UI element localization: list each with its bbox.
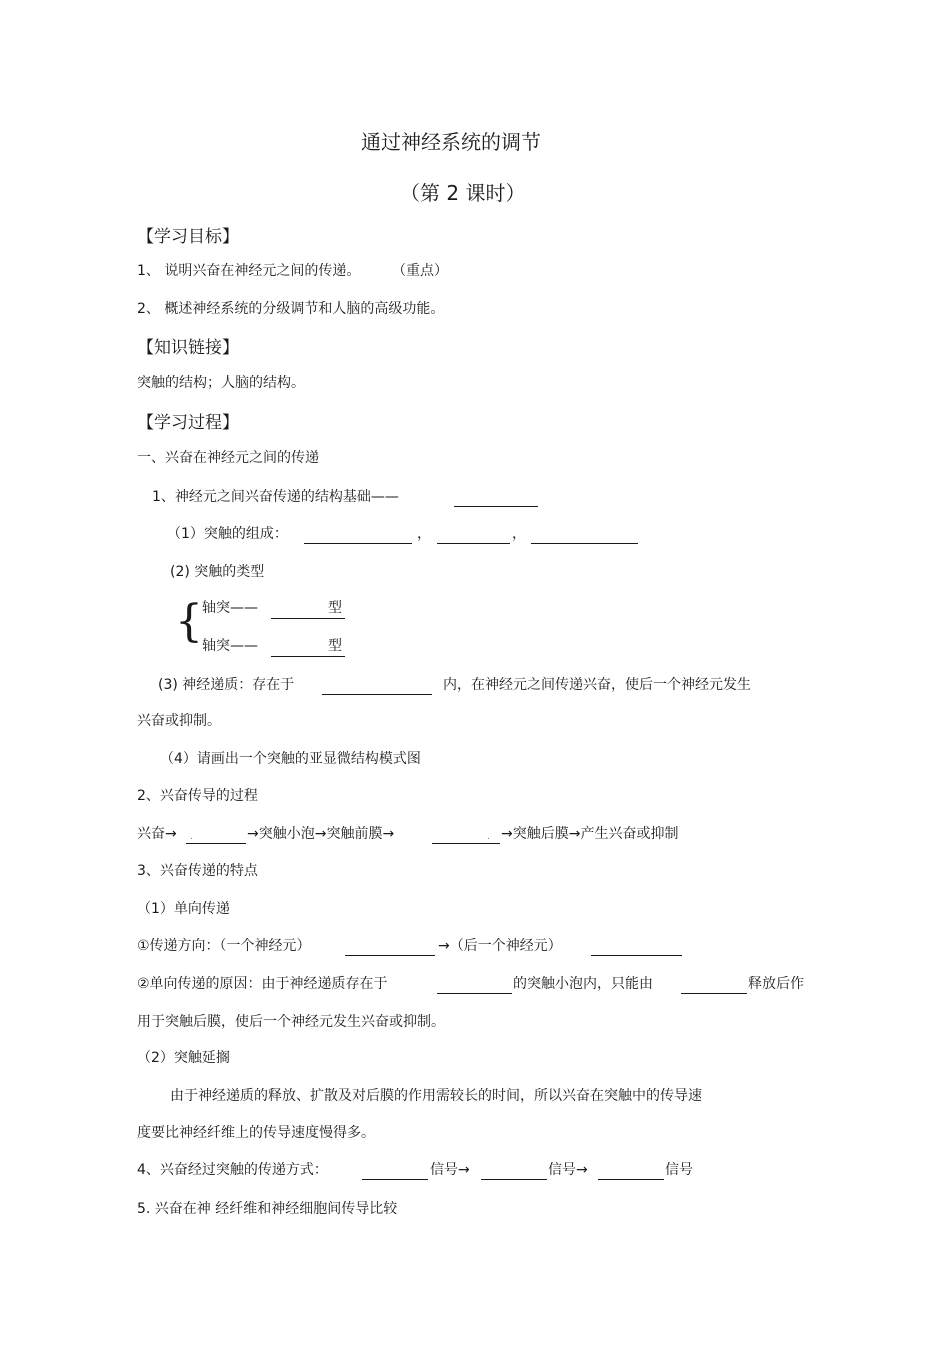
reason-blank-1[interactable] [437,992,512,994]
direction-text-b: →（后一个神经元） [438,938,562,954]
s3-2-heading: （2）突触延搁 [137,1050,230,1066]
synapse-part-blank-1[interactable] [304,542,412,544]
section-1-heading: 一、兴奋在神经元之间的传递 [137,450,319,466]
signal-label-2: 信号→ [548,1162,588,1178]
knowledge-link-text: 突触的结构；人脑的结构。 [137,375,305,391]
synapse-type-1-prefix: 轴突—— [202,600,258,616]
flow-blank-2[interactable] [432,842,500,844]
s1-1-4-text: （4）请画出一个突触的亚显微结构模式图 [160,751,421,767]
synapse-type-1-blank[interactable] [271,617,345,619]
signal-blank-2[interactable] [481,1178,547,1180]
page-title: 通过神经系统的调节 [361,130,541,154]
flow-text-c: →突触后膜→产生兴奋或抑制 [501,826,679,842]
direction-blank-1[interactable] [345,954,435,956]
flow-text-a: 兴奋→ [137,826,177,842]
s3-1-heading: （1）单向传递 [137,901,230,917]
section-2-heading: 2、兴奋传导的过程 [137,788,258,804]
synapse-type-2-suffix: 型 [328,638,342,654]
s1-1-3-text-b: 内，在神经元之间传递兴奋，使后一个神经元发生 [443,677,751,693]
direction-text-a: ①传递方向：（一个神经元） [137,938,311,954]
objective-item-2: 2、 概述神经系统的分级调节和人脑的高级功能。 [137,301,445,317]
section-3-heading: 3、兴奋传递的特点 [137,863,258,879]
signal-label-3: 信号 [665,1162,693,1178]
reason-text-b: 的突触小泡内，只能由 [513,976,653,992]
reason-text-c: 释放后作 [748,976,804,992]
signal-label-1: 信号→ [430,1162,470,1178]
synapse-type-2-blank[interactable] [271,655,345,657]
signal-blank-3[interactable] [598,1178,664,1180]
objective-item-1-note: （重点） [392,263,448,279]
neurotransmitter-location-blank[interactable] [322,693,432,695]
delay-text-1: 由于神经递质的释放、扩散及对后膜的作用需较长的时间，所以兴奋在突触中的传导速 [170,1088,702,1104]
s1-1-3-text-c: 兴奋或抑制。 [137,713,221,729]
comma-2: ， [512,526,526,542]
synapse-type-2-prefix: 轴突—— [202,638,258,654]
reason-text-d: 用于突触后膜，使后一个神经元发生兴奋或抑制。 [137,1014,445,1030]
left-brace: { [175,596,203,647]
page-subtitle: （第 2 课时） [400,181,526,205]
s1-1-text: 1、神经元之间兴奋传递的结构基础—— [152,489,399,505]
section-5-heading: 5. 兴奋在神 经纤维和神经细胞间传导比较 [137,1201,398,1217]
s1-1-blank[interactable] [454,505,538,507]
comma-1: ， [417,526,431,542]
delay-text-2: 度要比神经纤维上的传导速度慢得多。 [137,1125,375,1141]
s1-1-3-text-a: (3) 神经递质：存在于 [158,677,295,693]
synapse-part-blank-2[interactable] [437,542,510,544]
flow-blank-1-mark: . [190,832,193,842]
synapse-type-1-suffix: 型 [328,600,342,616]
flow-blank-1[interactable] [186,842,246,844]
objectives-heading: 【学习目标】 [137,227,239,247]
synapse-part-blank-3[interactable] [531,542,638,544]
flow-text-b: →突触小泡→突触前膜→ [247,826,395,842]
signal-blank-1[interactable] [362,1178,428,1180]
process-heading: 【学习过程】 [137,413,239,433]
reason-text-a: ②单向传递的原因：由于神经递质存在于 [137,976,388,992]
objective-item-1: 1、 说明兴奋在神经元之间的传递。 [137,263,361,279]
s1-1-1-text: （1）突触的组成： [167,526,288,542]
s1-1-2-text: (2) 突触的类型 [170,564,265,580]
reason-blank-2[interactable] [681,992,747,994]
flow-blank-2-mark: . [487,832,490,842]
section-4-heading: 4、兴奋经过突触的传递方式： [137,1162,328,1178]
knowledge-link-heading: 【知识链接】 [137,338,239,358]
direction-blank-2[interactable] [591,954,682,956]
